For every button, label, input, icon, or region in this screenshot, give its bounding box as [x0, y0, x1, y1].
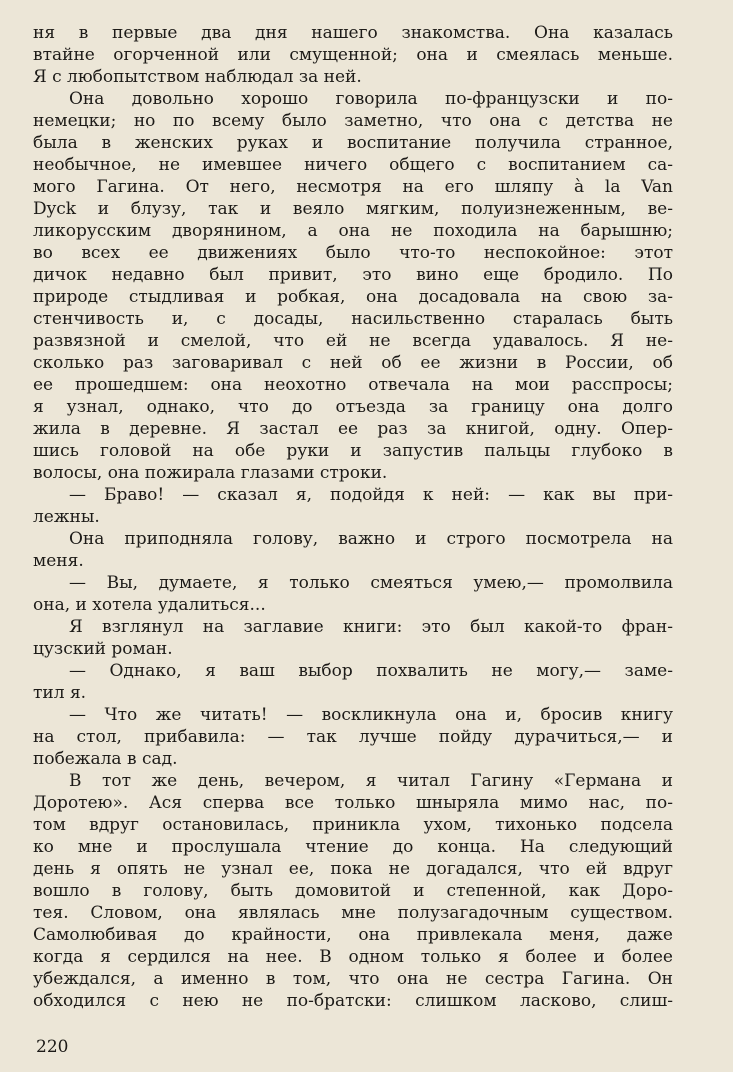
- text-line: тея. Словом, она являлась мне полузагадочным существом.: [33, 903, 673, 923]
- page-number: 220: [36, 1037, 69, 1057]
- page-text: [33, 22, 673, 1012]
- text-line: Я взглянул на заглавие книги: это был какой-то фран-: [69, 617, 673, 637]
- text-line: необычное, не имевшее ничего общего с воспитанием са-: [33, 155, 673, 175]
- text-line: шись головой на обе руки и запустив пальцы глубоко в: [33, 441, 673, 461]
- text-line: — Что же читать! — воскликнула она и, бросив книгу: [69, 705, 673, 725]
- text-line: том вдруг остановилась, приникла ухом, тихонько подсела: [33, 815, 673, 835]
- text-line: ликорусским дворянином, а она не походила на барышню;: [33, 221, 673, 241]
- text-line: — Вы, думаете, я только смеяться умею,— промолвила: [69, 573, 673, 593]
- text-line: я узнал, однако, что до отъезда за границу она долго: [33, 397, 673, 417]
- text-line: развязной и смелой, что ей не всегда удавалось. Я не-: [33, 331, 673, 351]
- text-line: волосы, она пожирала глазами строки.: [33, 463, 388, 483]
- text-line: день я опять не узнал ее, пока не догадался, что ей вдруг: [33, 859, 673, 879]
- text-line: Она довольно хорошо говорила по-французски и по-: [69, 89, 673, 109]
- text-line: мого Гагина. От него, несмотря на его шляпу à la Van: [33, 177, 673, 197]
- text-line: Она приподняла голову, важно и строго посмотрела на: [69, 529, 673, 549]
- text-line: была в женских руках и воспитание получила странное,: [33, 133, 673, 153]
- text-line: тил я.: [33, 683, 87, 703]
- text-line: — Браво! — сказал я, подойдя к ней: — как вы при-: [69, 485, 673, 505]
- text-line: меня.: [33, 551, 84, 571]
- text-line: обходился с нею не по-братски: слишком ласково, слиш-: [33, 991, 673, 1011]
- text-line: Dyck и блузу, так и веяло мягким, полуизнеженным, ве-: [33, 199, 673, 219]
- text-line: — Однако, я ваш выбор похвалить не могу,— заме-: [69, 661, 673, 681]
- text-line: жила в деревне. Я застал ее раз за книгой, одну. Опер-: [33, 419, 673, 439]
- text-line: вошло в голову, быть домовитой и степенной, как Доро-: [33, 881, 673, 901]
- text-line: Я с любопытством наблюдал за ней.: [33, 67, 362, 87]
- text-line: ня в первые два дня нашего знакомства. Она казалась: [33, 23, 673, 43]
- text-line: когда я сердился на нее. В одном только я более и более: [33, 947, 673, 967]
- text-line: лежны.: [33, 507, 100, 527]
- text-line: Самолюбивая до крайности, она привлекала меня, даже: [33, 925, 673, 945]
- text-line: ко мне и прослушала чтение до конца. На следующий: [33, 837, 673, 857]
- text-line: ее прошедшем: она неохотно отвечала на мои расспросы;: [33, 375, 673, 395]
- text-line: убеждался, а именно в том, что она не сестра Гагина. Он: [33, 969, 673, 989]
- text-line: она, и хотела удалиться...: [33, 595, 266, 615]
- text-line: цузский роман.: [33, 639, 173, 659]
- text-line: сколько раз заговаривал с ней об ее жизни в России, об: [33, 353, 673, 373]
- text-line: на стол, прибавила: — так лучше пойду дурачиться,— и: [33, 727, 673, 747]
- text-line: немецки; но по всему было заметно, что она с детства не: [33, 111, 673, 131]
- text-line: во всех ее движениях было что-то неспокойное: этот: [33, 243, 673, 263]
- text-line: стенчивость и, с досады, насильственно старалась быть: [33, 309, 673, 329]
- text-line: природе стыдливая и робкая, она досадовала на свою за-: [33, 287, 673, 307]
- text-line: Доротею». Ася сперва все только шныряла мимо нас, по-: [33, 793, 673, 813]
- text-line: В тот же день, вечером, я читал Гагину «Германа и: [69, 771, 673, 791]
- text-line: побежала в сад.: [33, 749, 178, 769]
- text-line: втайне огорченной или смущенной; она и смеялась меньше.: [33, 45, 673, 65]
- text-line: дичок недавно был привит, это вино еще бродило. По: [33, 265, 673, 285]
